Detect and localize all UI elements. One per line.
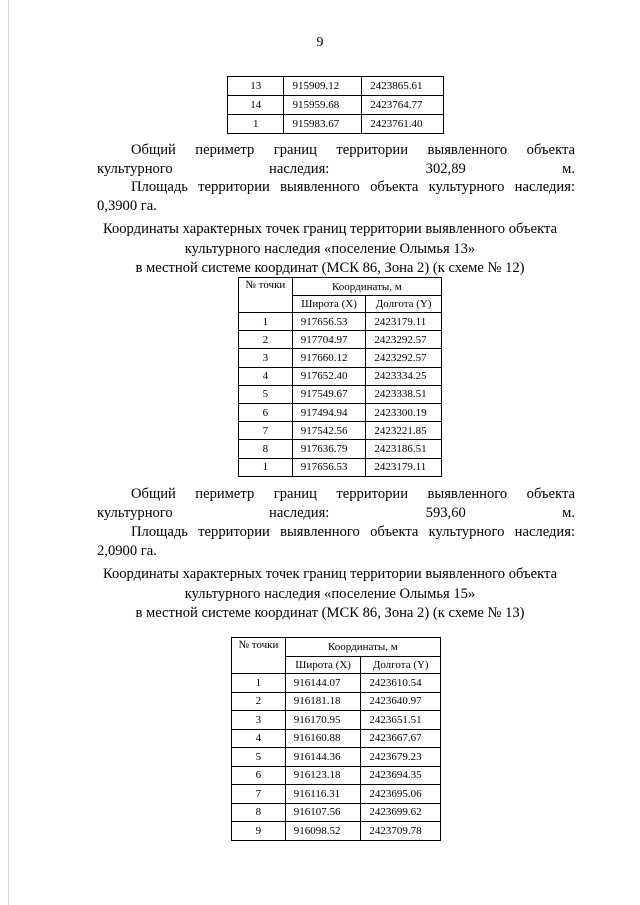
latitude-cell: 917549.67: [292, 385, 366, 403]
table-row: [239, 440, 442, 458]
longitude-cell: 2423709.78: [361, 822, 441, 841]
longitude-cell: 2423221.85: [366, 422, 442, 440]
coordinates-table-olymya-13: [238, 277, 442, 477]
page-number: 9: [316, 35, 324, 50]
table-row: [228, 115, 444, 134]
table-row: [232, 692, 441, 711]
point-number-cell: 14: [228, 96, 284, 115]
latitude-cell: 917652.40: [292, 367, 366, 385]
table-row: [239, 367, 442, 385]
table-row: [228, 77, 444, 96]
longitude-cell: 2423764.77: [362, 96, 444, 115]
area-text-1: Площадь территории выявленного объекта культурного наследия: 0,3900 га.: [97, 179, 575, 214]
point-number-cell: 3: [239, 349, 293, 367]
longitude-cell: 2423761.40: [362, 115, 444, 134]
point-number-cell: 6: [239, 403, 293, 421]
point-number-cell: 7: [232, 785, 286, 804]
point-number-cell: 2: [232, 692, 286, 711]
longitude-cell: 2423865.61: [362, 77, 444, 96]
latitude-cell: 916170.95: [285, 711, 361, 730]
point-number-cell: 5: [232, 748, 286, 767]
table-row: [232, 822, 441, 841]
point-number-cell: 5: [239, 385, 293, 403]
longitude-cell: 2423292.57: [366, 349, 442, 367]
table-row: [232, 711, 441, 730]
longitude-cell: 2423179.11: [366, 458, 442, 476]
coordinates-table-continued: [227, 76, 444, 134]
longitude-cell: 2423695.06: [361, 785, 441, 804]
longitude-cell: 2423334.25: [366, 367, 442, 385]
table-row: [232, 766, 441, 785]
header-longitude: Долгота (Y): [366, 296, 442, 313]
table-row: [239, 422, 442, 440]
perimeter-text-2: Общий периметр границ территории выявленного объекта культурного наследия: 593,60 м.: [97, 486, 575, 521]
point-number-cell: 13: [228, 77, 284, 96]
latitude-cell: 916181.18: [285, 692, 361, 711]
table-row: [239, 331, 442, 349]
longitude-cell: 2423699.62: [361, 803, 441, 822]
point-number-cell: 1: [239, 313, 293, 331]
point-number-cell: 7: [239, 422, 293, 440]
point-number-cell: 4: [239, 367, 293, 385]
point-number-cell: 2: [239, 331, 293, 349]
table-row: [232, 674, 441, 693]
longitude-cell: 2423186.51: [366, 440, 442, 458]
header-latitude: Широта (X): [292, 296, 366, 313]
latitude-cell: 917660.12: [292, 349, 366, 367]
latitude-cell: 916160.88: [285, 729, 361, 748]
section-heading-olymya-15: Координаты характерных точек границ территории выявленного объекта культурного наследия «поселение Олымья 15» в местной системе координат (МСК 86, Зона 2) (к схеме № 13): [102, 566, 558, 621]
table-row: [232, 803, 441, 822]
header-point-number: № точки: [232, 638, 286, 674]
point-number-cell: 1: [232, 674, 286, 693]
header-coordinates: Координаты, м: [292, 278, 441, 296]
longitude-cell: 2423292.57: [366, 331, 442, 349]
point-number-cell: 8: [232, 803, 286, 822]
latitude-cell: 917704.97: [292, 331, 366, 349]
section-heading-olymya-13: Координаты характерных точек границ территории выявленного объекта культурного наследия «поселение Олымья 13» в местной системе координат (МСК 86, Зона 2) (к схеме № 12): [102, 221, 558, 276]
latitude-cell: 917636.79: [292, 440, 366, 458]
header-latitude: Широта (X): [285, 657, 361, 674]
perimeter-text-1: Общий периметр границ территории выявленного объекта культурного наследия: 302,89 м.: [97, 142, 575, 177]
table-row: [232, 785, 441, 804]
latitude-cell: 915983.67: [284, 115, 362, 134]
area-text-2: Площадь территории выявленного объекта культурного наследия: 2,0900 га.: [97, 524, 575, 559]
point-number-cell: 1: [228, 115, 284, 134]
table-row: [232, 748, 441, 767]
latitude-cell: 916098.52: [285, 822, 361, 841]
latitude-cell: 916107.56: [285, 803, 361, 822]
longitude-cell: 2423610.54: [361, 674, 441, 693]
latitude-cell: 916123.18: [285, 766, 361, 785]
table-row: [239, 403, 442, 421]
longitude-cell: 2423338.51: [366, 385, 442, 403]
latitude-cell: 916144.36: [285, 748, 361, 767]
table-row: [239, 458, 442, 476]
latitude-cell: 915909.12: [284, 77, 362, 96]
longitude-cell: 2423640.97: [361, 692, 441, 711]
coordinates-table-olymya-15: [231, 637, 441, 841]
header-longitude: Долгота (Y): [361, 657, 441, 674]
table-row: [239, 349, 442, 367]
point-number-cell: 8: [239, 440, 293, 458]
table-row: [232, 729, 441, 748]
point-number-cell: 1: [239, 458, 293, 476]
point-number-cell: 4: [232, 729, 286, 748]
table-row: [228, 96, 444, 115]
header-point-number: № точки: [239, 278, 293, 313]
latitude-cell: 917656.53: [292, 313, 366, 331]
latitude-cell: 917542.56: [292, 422, 366, 440]
longitude-cell: 2423651.51: [361, 711, 441, 730]
longitude-cell: 2423179.11: [366, 313, 442, 331]
longitude-cell: 2423694.35: [361, 766, 441, 785]
longitude-cell: 2423667.67: [361, 729, 441, 748]
scan-edge-line: [8, 0, 9, 905]
point-number-cell: 6: [232, 766, 286, 785]
longitude-cell: 2423300.19: [366, 403, 442, 421]
table-row: [239, 313, 442, 331]
header-coordinates: Координаты, м: [285, 638, 440, 657]
latitude-cell: 916144.07: [285, 674, 361, 693]
longitude-cell: 2423679.23: [361, 748, 441, 767]
latitude-cell: 917494.94: [292, 403, 366, 421]
latitude-cell: 916116.31: [285, 785, 361, 804]
table-row: [239, 385, 442, 403]
point-number-cell: 9: [232, 822, 286, 841]
latitude-cell: 917656.53: [292, 458, 366, 476]
point-number-cell: 3: [232, 711, 286, 730]
latitude-cell: 915959.68: [284, 96, 362, 115]
